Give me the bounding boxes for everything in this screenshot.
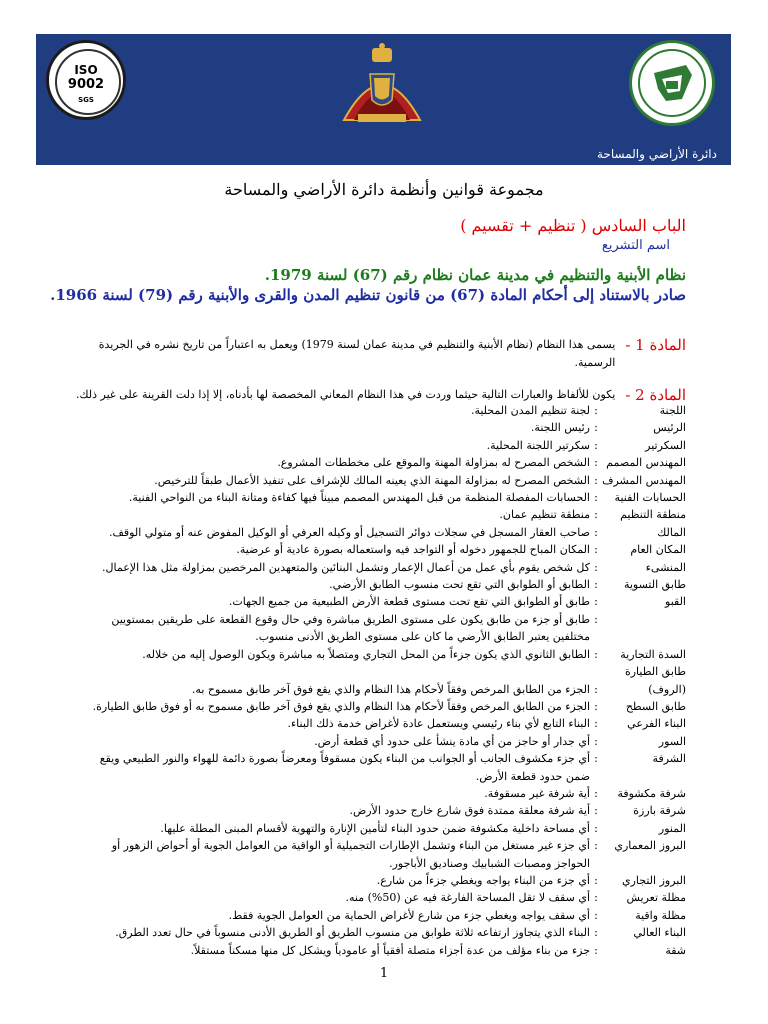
definition-term: المكان العام — [630, 543, 686, 557]
issuance-heading: صادر بالاستناد إلى أحكام المادة (67) من قانون تنظيم المدن والقرى والأبنية رقم (79) لسنة 1966. — [50, 286, 686, 304]
definition-term: طابق التسوية — [623, 578, 686, 592]
definition-row — [66, 768, 686, 785]
definition-row: شقة : جزء من بناء مؤلف من عدة أجزاء متصلة أفقياً أو عامودياً ويشكل كل منها مسكناً مستقلاً. — [66, 942, 686, 959]
definition-term: طابق السطح — [625, 699, 686, 713]
definition-row: البروز المعماري : أي جزء غير مستغل من البناء وتشمل الإطارات التجميلية أو الواقية من العوامل الجوية أو أحواض الزهور أو — [66, 837, 686, 854]
definition-term: الشرفة — [652, 752, 686, 766]
definition-term: شقة — [665, 943, 686, 957]
royal-crest-icon — [334, 40, 430, 130]
definition-text: الجزء من الطابق المرخص وفقاً لأحكام هذا النظام والذي يقع فوق آخر طابق مسموح به أو فوق طابق الطيارة. — [92, 699, 590, 713]
definition-row — [66, 628, 686, 645]
definition-term: مظلة واقية — [635, 908, 686, 922]
definition-text: طابق أو جزء من طابق يكون على مستوى الطريق مباشرة وفي حال وقوع القطعة على طريقين بمستويين — [111, 612, 590, 626]
iso-certification-icon — [46, 40, 126, 120]
definition-text: ضمن حدود قطعة الأرض. — [475, 769, 590, 783]
definition-row — [66, 663, 686, 680]
document-title: مجموعة قوانين وأنظمة دائرة الأراضي والمساحة — [224, 180, 544, 199]
definition-row: مظلة تعريش : أي سقف لا تقل المساحة الفارغة فيه عن (50%) منه. — [66, 889, 686, 906]
definition-row: منطقة التنظيم : منطقة تنظيم عمان. — [66, 506, 686, 523]
definition-term: الحسابات الفنية — [614, 491, 686, 505]
iso-sgs-label: SGS — [78, 96, 94, 104]
definition-text: أي سقف يواجه ويغطي جزء من شارع لأغراض الحماية من العوامل الجوية فقط. — [228, 908, 590, 922]
definition-text: الحواجز ومصبات الشبابيك وصناديق الأباجور. — [389, 856, 590, 870]
regulation-heading: نظام الأبنية والتنظيم في مدينة عمان نظام رقم (67) لسنة 1979. — [264, 266, 686, 284]
definition-term: طابق الطيارة — [624, 665, 686, 679]
definition-text: مختلفين يعتبر الطابق الأرضي ما كان على مستوى الطريق الأدنى منسوب. — [255, 630, 590, 644]
definition-term: مظلة تعريش — [626, 891, 686, 905]
definition-text: طابق أو الطوابق التي تقع تحت مستوى قطعة الأرض الطبيعية من جميع الجهات. — [228, 595, 590, 609]
definition-text: منطقة تنظيم عمان. — [499, 508, 590, 522]
definition-text: أي جزء غير مستغل من البناء وتشمل الإطارات التجميلية أو الواقية من العوامل الجوية أو أحواض الزهور أو — [111, 839, 590, 853]
banner-caption: دائرة الأراضي والمساحة — [597, 147, 717, 161]
definition-row: طابق السطح : الجزء من الطابق المرخص وفقاً لأحكام هذا النظام والذي يقع فوق آخر طابق مسموح به أو فوق طابق الطيارة. — [66, 698, 686, 715]
definition-text: جزء من بناء مؤلف من عدة أجزاء متصلة أفقياً أو عامودياً ويشكل كل منها مسكناً مستقلاً. — [190, 943, 590, 957]
definition-text — [66, 663, 590, 680]
definition-text: كل شخص يقوم بأي عمل من أعمال الإعمار وتشمل البنائين والمتعهدين المرخصين بمزاولة مثل هذا الإعمال. — [102, 560, 590, 574]
legislation-name-label: اسم التشريع — [601, 238, 670, 253]
article-2-label: المادة 2 - — [625, 386, 686, 404]
definition-text: الشخص المصرح له بمزاولة المهنة والموقع على مخططات المشروع. — [277, 456, 590, 470]
definition-row: البناء الفرعي : البناء التابع لأي بناء رئيسي ويستعمل عادة لأغراض خدمة ذلك البناء. — [66, 715, 686, 732]
definition-row: شرفة مكشوفة : أية شرفة غير مسقوفة. — [66, 785, 686, 802]
definition-text: الشخص المصرح له بمزاولة المهنة الذي يعينه المالك للإشراف على تنفيذ الأعمال طبقاً للترخيص. — [154, 473, 590, 487]
department-logo-icon — [629, 40, 715, 126]
page-number: 1 — [379, 966, 389, 981]
definition-text: الجزء من الطابق المرخص وفقاً لأحكام هذا النظام والذي يقع فوق آخر طابق مسموح به. — [191, 682, 590, 696]
definition-row: : طابق أو جزء من طابق يكون على مستوى الطريق مباشرة وفي حال وقوع القطعة على طريقين بمستويين — [66, 611, 686, 628]
definition-text: صاحب العقار المسجل في سجلات دوائر التسجيل أو وكيله العرفي أو الوكيل المفوض عنه أو متولي الوقف. — [109, 525, 590, 539]
definition-row: المهندس المصمم : الشخص المصرح له بمزاولة المهنة والموقع على مخططات المشروع. — [66, 454, 686, 471]
definition-term: اللجنة — [659, 404, 686, 417]
definition-term: المالك — [657, 525, 686, 539]
definition-term: البناء الفرعي — [627, 717, 686, 731]
definition-row: السور : أي جدار أو حاجز من أي مادة ينشأ على حدود أي قطعة أرض. — [66, 733, 686, 750]
iso-label: ISO — [74, 63, 98, 77]
definition-text: المكان المباح للجمهور دخوله أو التواجد فيه واستعماله بصورة عادية أو عرضية. — [236, 543, 590, 557]
definition-row: البناء العالي : البناء الذي يتجاوز ارتفاعه ثلاثة طوابق من منسوب الطريق أو الطريق الأدنى منسوباً في حال تعدد الطرق. — [66, 924, 686, 941]
definition-term: المهندس المشرف — [602, 473, 686, 487]
definition-text: البناء الذي يتجاوز ارتفاعه ثلاثة طوابق من منسوب الطريق أو الطريق الأدنى منسوباً في حال تعدد الطرق. — [115, 926, 590, 940]
definition-term: السكرتير — [645, 438, 686, 452]
definition-term: البروز المعماري — [614, 839, 686, 853]
definition-text: رئيس اللجنة. — [530, 421, 590, 435]
definition-row: المهندس المشرف : الشخص المصرح له بمزاولة المهنة الذي يعينه المالك للإشراف على تنفيذ الأعمال طبقاً للترخيص. — [66, 472, 686, 489]
definition-row: الرئيس : رئيس اللجنة. — [66, 419, 686, 436]
definition-text: أية شرفة معلقة ممتدة فوق شارع خارج حدود الأرض. — [349, 804, 590, 818]
definition-row: شرفة بارزة : أية شرفة معلقة ممتدة فوق شارع خارج حدود الأرض. — [66, 802, 686, 819]
definition-text: أية شرفة غير مسقوفة. — [484, 786, 590, 800]
definition-term: الرئيس — [653, 421, 686, 435]
definition-row — [66, 855, 686, 872]
iso-number: 9002 — [67, 77, 105, 92]
definition-term: شرفة مكشوفة — [617, 786, 686, 800]
definition-text: أي سقف لا تقل المساحة الفارغة فيه عن (50%) منه. — [345, 891, 590, 905]
definition-term: السور — [658, 734, 686, 748]
definition-text: البناء التابع لأي بناء رئيسي ويستعمل عادة لأغراض خدمة ذلك البناء. — [287, 717, 590, 731]
definition-term: المهندس المصمم — [606, 456, 686, 470]
definition-row: القبو : طابق أو الطوابق التي تقع تحت مستوى قطعة الأرض الطبيعية من جميع الجهات. — [66, 593, 686, 610]
definition-row: المكان العام : المكان المباح للجمهور دخوله أو التواجد فيه واستعماله بصورة عادية أو عرضية. — [66, 541, 686, 558]
definition-row: مظلة واقية : أي سقف يواجه ويغطي جزء من شارع لأغراض الحماية من العوامل الجوية فقط. — [66, 907, 686, 924]
definition-text: الطابق أو الطوابق التي تقع تحت منسوب الطابق الأرضي. — [329, 578, 590, 592]
definition-row: اللجنة : لجنة تنظيم المدن المحلية. — [66, 402, 686, 419]
definition-term: (الروف) — [648, 682, 686, 696]
definition-row: المنور : أي مساحة داخلية مكشوفة ضمن حدود البناء لتأمين الإنارة والتهوية لأقسام المبنى المطلة عليها. — [66, 820, 686, 837]
definition-term: شرفة بارزة — [633, 804, 686, 818]
definition-term: القبو — [665, 595, 686, 609]
definition-term: منطقة التنظيم — [620, 508, 686, 522]
article-1 — [76, 336, 686, 372]
definition-text: الحسابات المفصلة المنظمة من قبل المهندس المصمم مبيناً فيها كفاءة ومتانة البناء من النواحي الفنية. — [128, 491, 590, 505]
definition-term — [602, 628, 686, 645]
definition-row: الشرفة : أي جزء مكشوف الجانب أو الجوانب من البناء يكون مسقوفاً ومعرضاً بصورة دائمة للهواء والنور الطبيعي ويقع — [66, 750, 686, 767]
definition-row: السكرتير : سكرتير اللجنة المحلية. — [66, 437, 686, 454]
definition-text: أي جدار أو حاجز من أي مادة ينشأ على حدود أي قطعة أرض. — [314, 734, 590, 748]
definition-term: البناء العالي — [633, 926, 686, 940]
header-banner — [36, 34, 731, 165]
definition-text: أي جزء من البناء يواجه ويغطي جزءاً من شارع. — [376, 873, 590, 887]
definitions-list — [66, 402, 686, 959]
definition-term — [602, 768, 686, 785]
definition-row: طابق التسوية : الطابق أو الطوابق التي تقع تحت منسوب الطابق الأرضي. — [66, 576, 686, 593]
definition-row: الحسابات الفنية : الحسابات المفصلة المنظمة من قبل المهندس المصمم مبيناً فيها كفاءة ومتانة البناء من النواحي الفنية. — [66, 489, 686, 506]
definition-term: البروز التجاري — [621, 873, 686, 887]
article-1-text: يسمى هذا النظام (نظام الأبنية والتنظيم في مدينة عمان لسنة 1979) ويعمل به اعتباراً من تاريخ نشره في الجريدة الرسمية. — [98, 338, 616, 369]
definition-text: سكرتير اللجنة المحلية. — [486, 438, 590, 452]
definition-text: الطابق الثانوي الذي يكون جزءاً من المحل التجاري ومتصلاً به مباشرة ويكون الوصول إليه من خلاله. — [142, 647, 590, 661]
chapter-heading: الباب السادس ( تنظيم + تقسيم ) — [460, 216, 686, 235]
definition-text: لجنة تنظيم المدن المحلية. — [470, 404, 590, 417]
definition-text: أي مساحة داخلية مكشوفة ضمن حدود البناء لتأمين الإنارة والتهوية لأقسام المبنى المطلة عليها. — [160, 821, 590, 835]
definition-term — [602, 611, 686, 628]
definition-row: السدة التجارية : الطابق الثانوي الذي يكون جزءاً من المحل التجاري ومتصلاً به مباشرة ويكون الوصول إليه من خلاله. — [66, 646, 686, 663]
definition-row: المالك : صاحب العقار المسجل في سجلات دوائر التسجيل أو وكيله العرفي أو الوكيل المفوض عنه أو متولي الوقف. — [66, 524, 686, 541]
definition-term: المنشىء — [645, 560, 686, 574]
definition-term: المنور — [658, 821, 686, 835]
definition-term — [602, 855, 686, 872]
article-1-label: المادة 1 - — [625, 336, 686, 354]
definition-text: أي جزء مكشوف الجانب أو الجوانب من البناء يكون مسقوفاً ومعرضاً بصورة دائمة للهواء والنور الطبيعي ويقع — [99, 752, 590, 766]
definition-row: (الروف) : الجزء من الطابق المرخص وفقاً لأحكام هذا النظام والذي يقع فوق آخر طابق مسموح به. — [66, 681, 686, 698]
definition-term: السدة التجارية — [620, 647, 686, 661]
definition-row: البروز التجاري : أي جزء من البناء يواجه ويغطي جزءاً من شارع. — [66, 872, 686, 889]
definition-row: المنشىء : كل شخص يقوم بأي عمل من أعمال الإعمار وتشمل البنائين والمتعهدين المرخصين بمزاولة مثل هذا الإعمال. — [66, 559, 686, 576]
article-2-text: يكون للألفاظ والعبارات التالية حيثما وردت في هذا النظام المعاني المخصصة لها بأدناه، إلا إذا دلت القرينة على غير ذلك. — [76, 388, 616, 401]
